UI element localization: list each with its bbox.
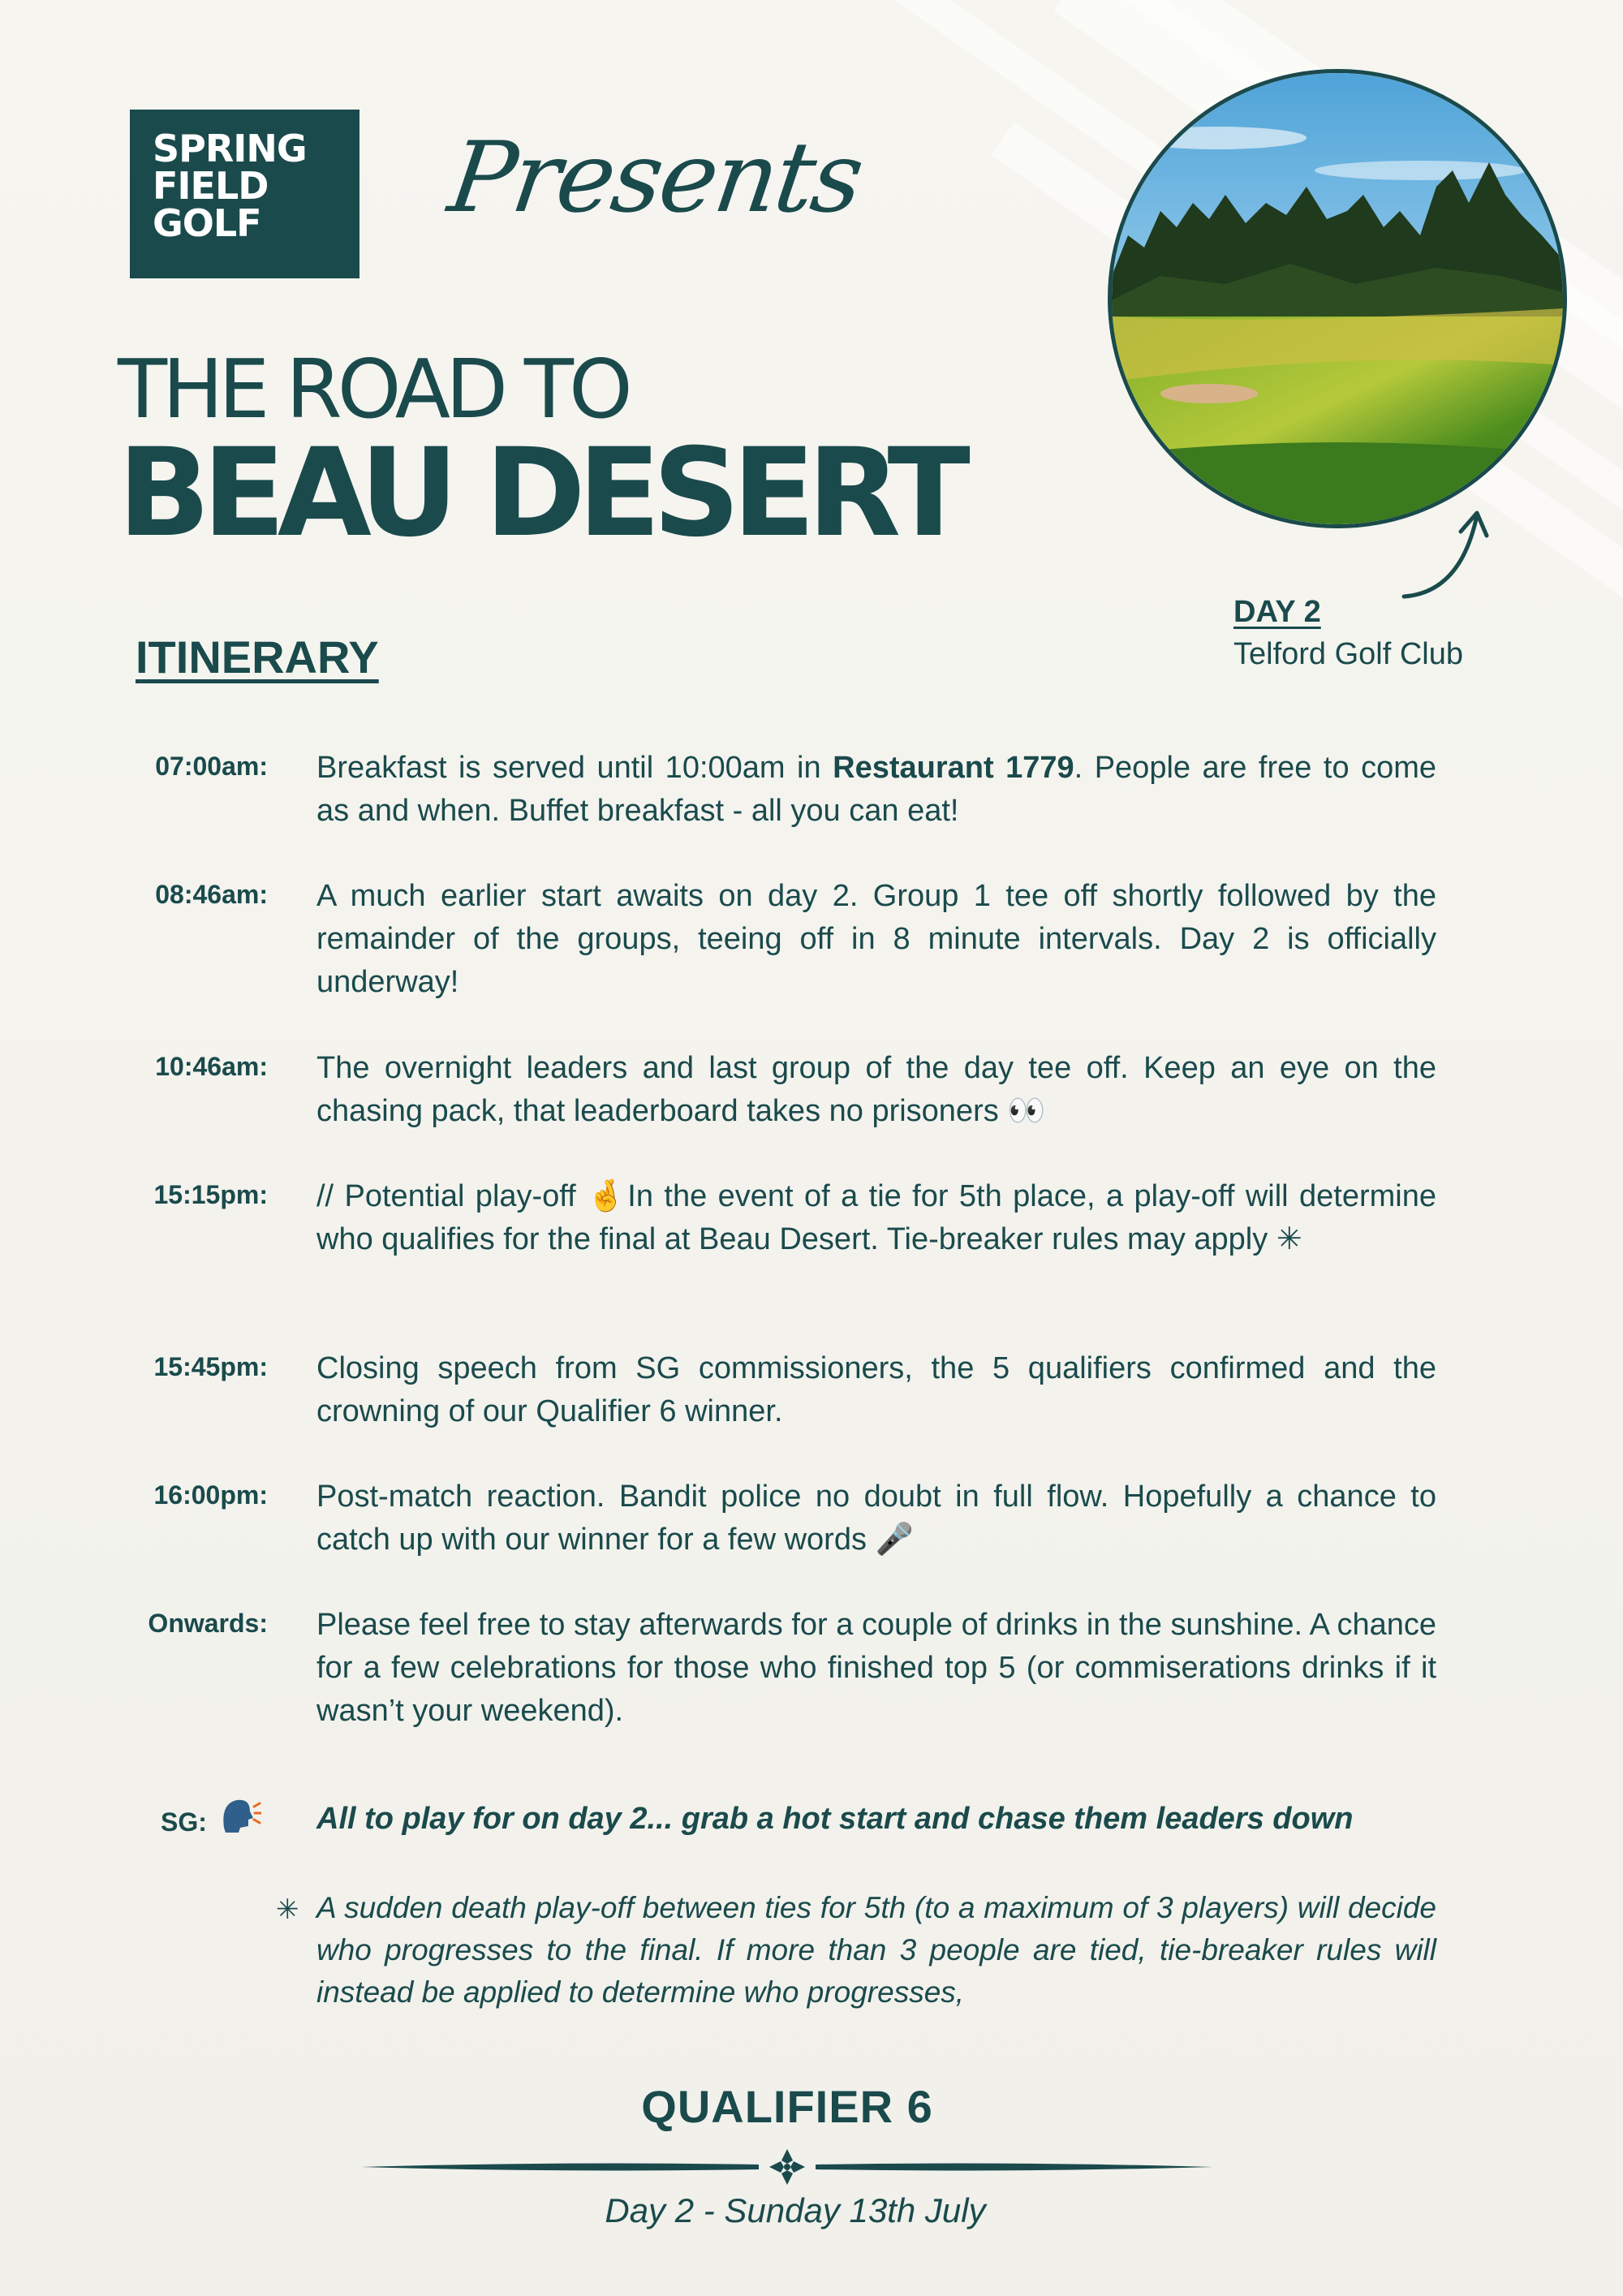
footer-title: QUALIFIER 6 bbox=[641, 2081, 933, 2132]
ornament-icon bbox=[361, 2147, 1213, 2187]
itinerary-text: . People are free to come as and when. Buffet breakfast - all you can eat! bbox=[316, 751, 1437, 828]
sg-label: SG: bbox=[161, 1807, 207, 1837]
itinerary-description bbox=[316, 747, 1436, 833]
itinerary-heading: ITINERARY bbox=[136, 631, 379, 683]
asterisk-icon: ✳ bbox=[1276, 1222, 1302, 1256]
itinerary-description: Please feel free to stay afterwards for a couple of drinks in the sunshine. A chance for a few celebrations for those who finished top 5 (or commiserations drinks if it wasn’t your weekend). bbox=[316, 1608, 1436, 1728]
itinerary-time: 08:46am: bbox=[155, 880, 268, 909]
restaurant-name: Restaurant 1779 bbox=[833, 751, 1074, 785]
page-title-line1: THE ROAD TO bbox=[118, 342, 628, 437]
asterisk-icon: ✳ bbox=[276, 1894, 299, 1925]
day-label: DAY 2 bbox=[1233, 595, 1321, 629]
itinerary-time: Onwards: bbox=[148, 1609, 268, 1638]
day-venue: Telford Golf Club bbox=[1233, 637, 1464, 671]
arrow-icon bbox=[1396, 503, 1509, 609]
itinerary-time: 15:45pm: bbox=[153, 1352, 268, 1381]
footnote: A sudden death play-off between ties for 5th (to a maximum of 3 players) will decide who progresses to the final. If more than 3 people are tied, tie-breaker rules will instead be applied to determine who progresses, bbox=[316, 1891, 1436, 2009]
itinerary-time: 16:00pm: bbox=[153, 1480, 268, 1510]
footer-date: Day 2 - Sunday 13th July bbox=[605, 2191, 986, 2229]
speaking-head-icon bbox=[219, 1795, 261, 1836]
presents-script: Presents bbox=[442, 122, 868, 235]
logo-line: GOLF bbox=[153, 201, 261, 245]
brand-logo-text bbox=[153, 127, 307, 245]
logo-line: SPRING bbox=[153, 127, 307, 170]
itinerary-time: 07:00am: bbox=[155, 752, 268, 781]
itinerary-text: // Potential play-off 🤞In the event of a tie for 5th place, a play-off will determine who qualifies for the final at Beau Desert. Tie-breaker rules may apply bbox=[316, 1179, 1436, 1256]
itinerary-description: Closing speech from SG commissioners, the 5 qualifiers confirmed and the crowning of our Qualifier 6 winner. bbox=[316, 1351, 1436, 1428]
itinerary-description bbox=[316, 1175, 1436, 1261]
course-photo bbox=[1108, 69, 1567, 528]
itinerary-description: The overnight leaders and last group of the day tee off. Keep an eye on the chasing pack, that leaderboard takes no prisoners 👀 bbox=[316, 1051, 1436, 1128]
itinerary-text: Breakfast is served until 10:00am in bbox=[316, 751, 833, 785]
logo-line: FIELD bbox=[153, 164, 269, 208]
golf-course-image bbox=[1112, 73, 1563, 524]
itinerary-description: Post-match reaction. Bandit police no doubt in full flow. Hopefully a chance to catch up with our winner for a few words 🎤 bbox=[316, 1480, 1436, 1557]
itinerary-description: A much earlier start awaits on day 2. Group 1 tee off shortly followed by the remainder of the groups, teeing off in 8 minute intervals. Day 2 is officially underway! bbox=[316, 879, 1436, 999]
page-title-line2: BEAU DESERT bbox=[118, 423, 962, 564]
itinerary-time: 15:15pm: bbox=[153, 1180, 268, 1209]
sg-quote: All to play for on day 2... grab a hot start and chase them leaders down bbox=[316, 1802, 1354, 1836]
itinerary-time: 10:46am: bbox=[155, 1052, 268, 1081]
